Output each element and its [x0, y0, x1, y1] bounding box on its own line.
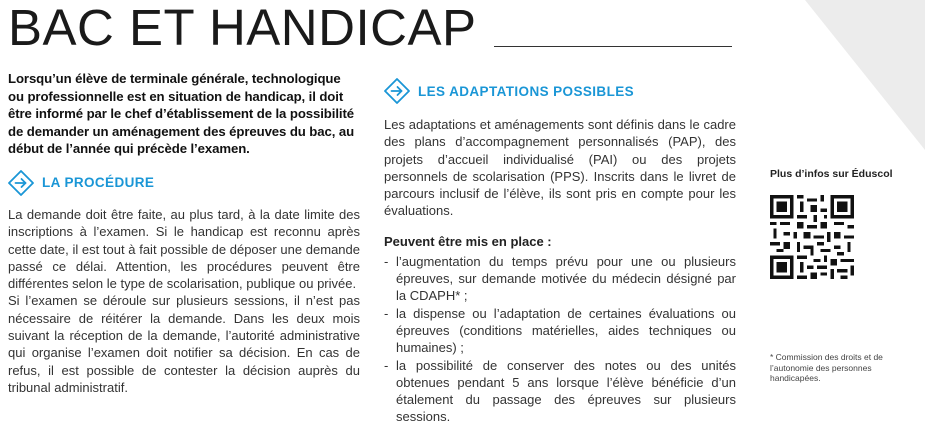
footnote: * Commission des droits et de l’autonomie des personnes handicapées. [770, 352, 883, 383]
middle-column [384, 78, 736, 426]
procedure-title: LA PROCÉDURE [42, 175, 155, 191]
corner-decoration [765, 0, 925, 170]
list-item: - l’augmentation du temps prévu pour une ou plusieurs épreuves, sur demande motivée du médecin désigné par la CDAPH* ; [384, 253, 736, 305]
adaptations-list-heading: Peuvent être mis en place : [384, 233, 552, 249]
right-column [770, 168, 910, 279]
procedure-heading [8, 170, 360, 196]
adaptations-paragraph: Les adaptations et aménagements sont définis dans le cadre des plans d’accompagnement personnalisés (PAP), des projets d’accueil individualisé (PAI) ou des projets personnels de scolarisation (PPS). Inscrits dans le livret de parcours inclusif de l’élève, ils sont pris en compte pour les évaluations. [384, 117, 736, 219]
arrow-circle-icon [8, 170, 34, 196]
left-column [8, 70, 360, 396]
arrow-circle-icon [384, 78, 410, 104]
intro-text: Lorsqu’un élève de terminale générale, technologique ou professionnelle est en situation de handicap, il doit être informé par le chef d’établissement de la possibilité de demander un aménagement des épreuves du bac, au début de l’année qui précède l’examen. [8, 71, 355, 157]
list-item: - la possibilité de conserver des notes ou des unités obtenues pendant 5 ans lorsque l’élève bénéficie d’un étalement du passage des épreuves sur plusieurs sessions. [384, 357, 736, 426]
adaptations-list [384, 253, 736, 426]
more-info-label: Plus d’infos sur Éduscol [770, 168, 893, 180]
adaptations-heading [384, 78, 736, 104]
procedure-paragraph-1: La demande doit être faite, au plus tard, à la date limite des inscriptions à l’examen. Si le handicap est reconnu après cette date, il est tout à fait possible de déposer une demande passé ce délai. Attention, les procédures peuvent être différentes selon le type de scolarisation, publique ou privée. [8, 206, 360, 292]
qr-code-icon[interactable] [770, 195, 854, 279]
page-title: BAC ET HANDICAP [8, 0, 477, 56]
list-item: - la dispense ou l’adaptation de certaines évaluations ou épreuves (conditions matérielles, aides techniques ou humaines) ; [384, 305, 736, 357]
procedure-paragraph-2: Si l’examen se déroule sur plusieurs sessions, il n’est pas nécessaire de réitérer la demande. Dans les deux mois suivant la réception de la demande, l’autorité administrative qui organise l’examen doit notifier sa décision. En cas de refus, il est possible de contester la décision auprès du tribunal administratif. [8, 293, 360, 395]
title-rule [494, 46, 732, 47]
adaptations-title: LES ADAPTATIONS POSSIBLES [418, 83, 635, 99]
